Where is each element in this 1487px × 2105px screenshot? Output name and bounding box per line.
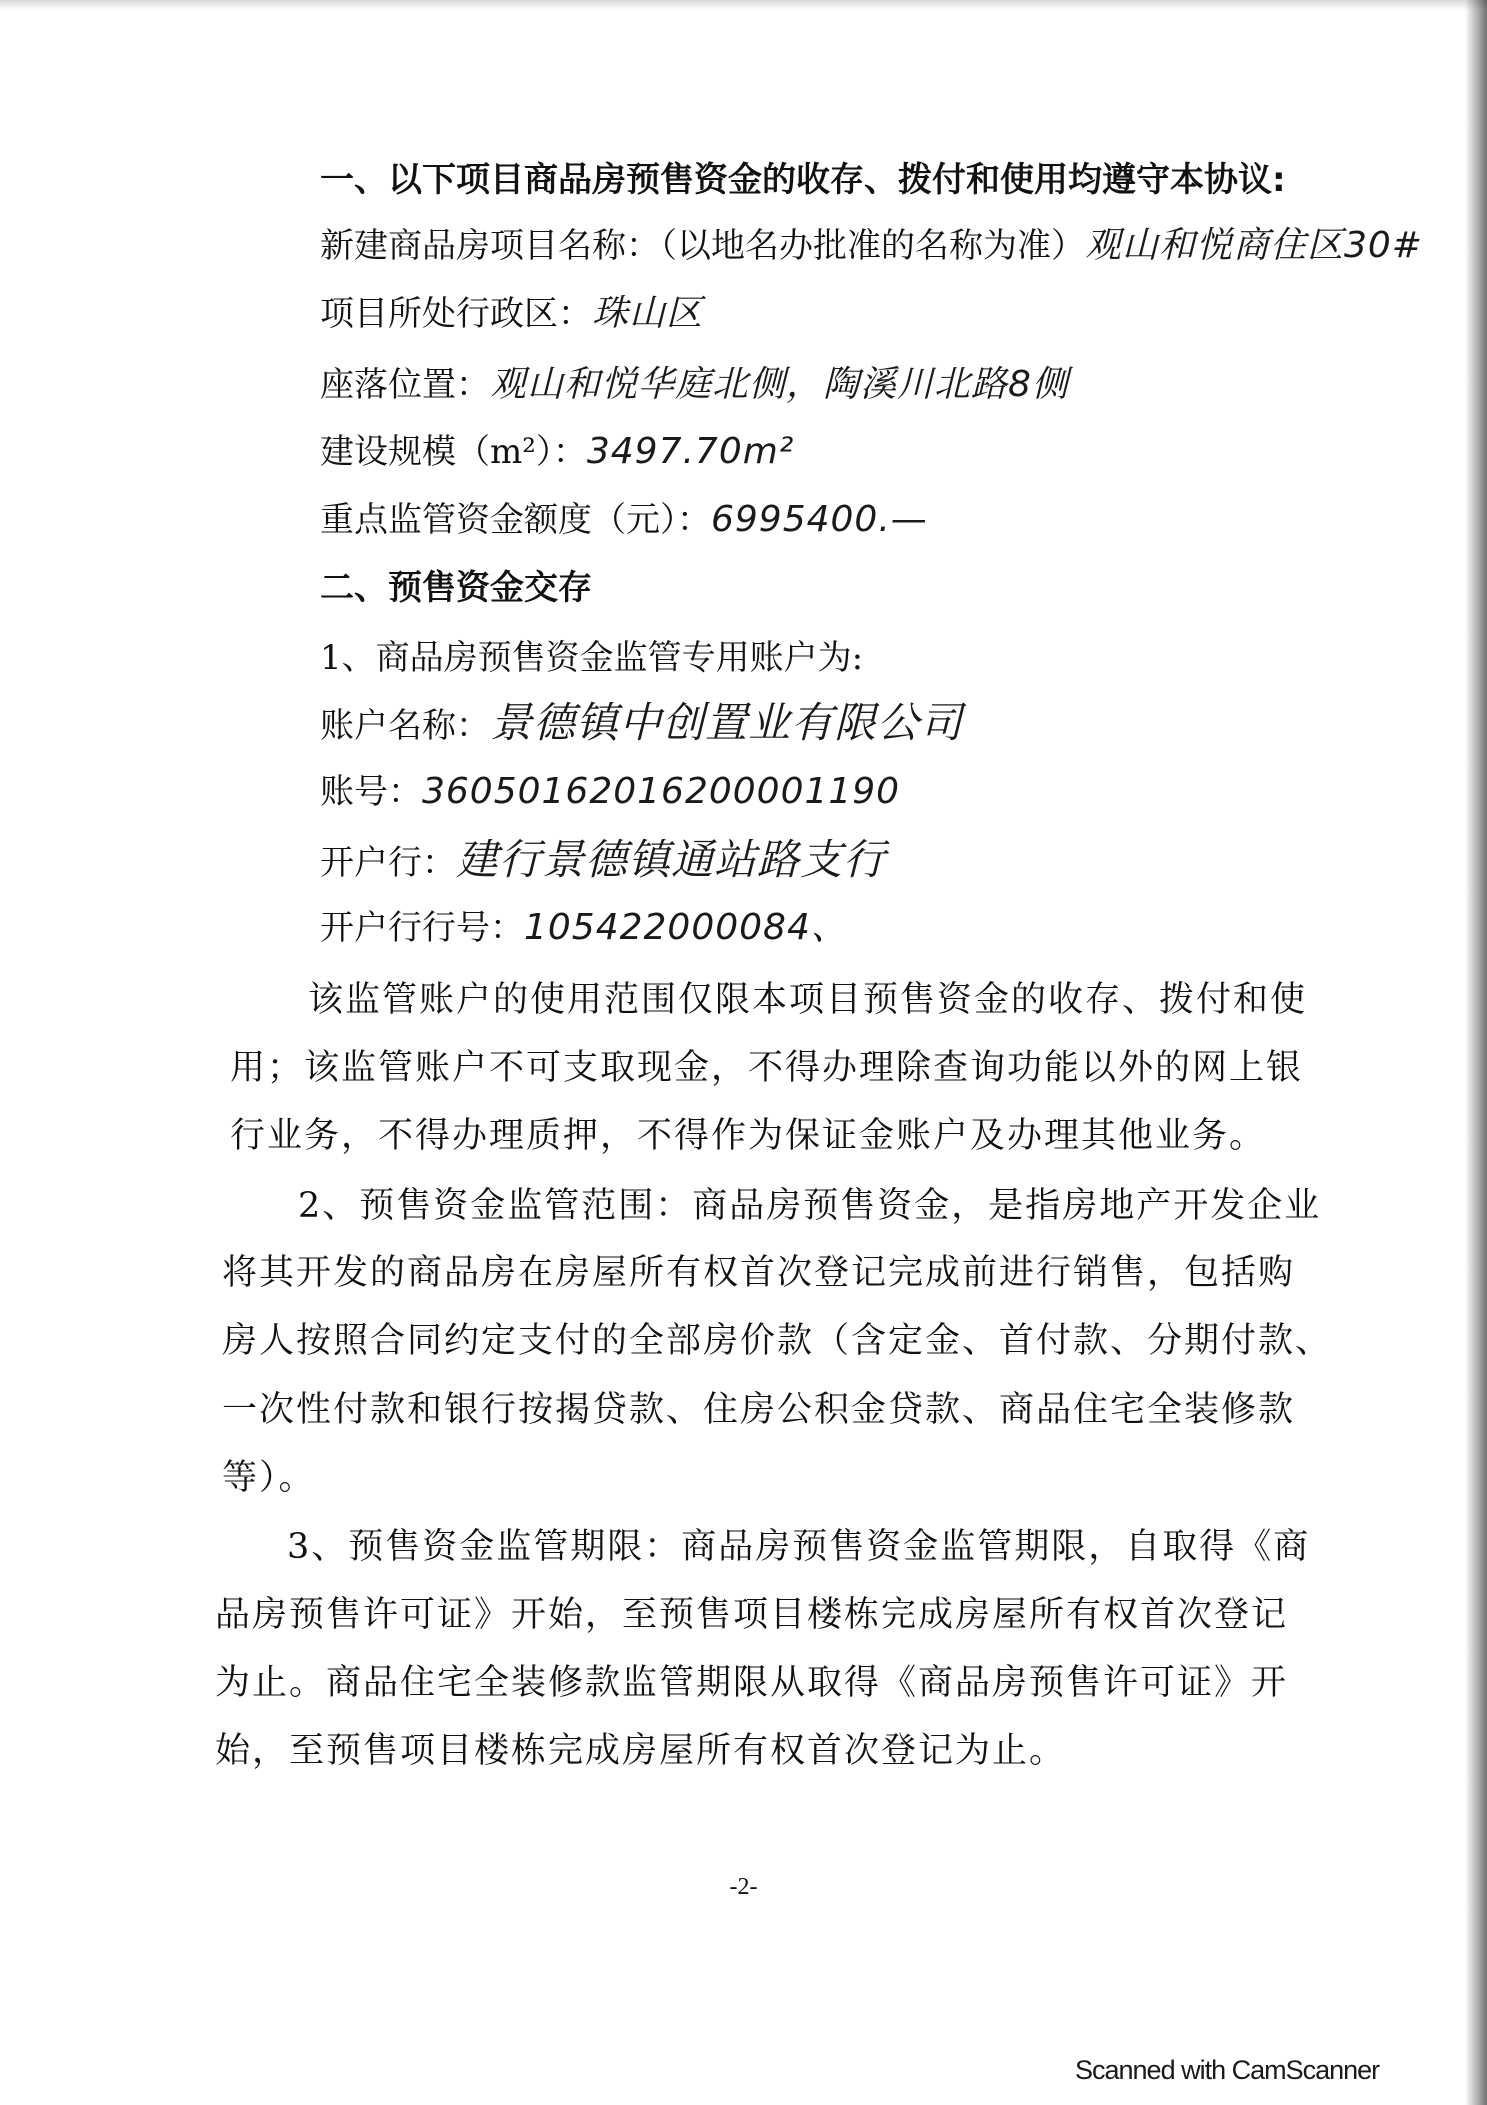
account-number-value: 36050162016200001190 [422,771,901,812]
account-name-label: 账户名称： [320,706,490,746]
fund-label: 重点监管资金额度（元）： [320,500,711,540]
project-name-value: 观山和悦商住区30# [1085,225,1423,266]
account-name-value: 景德镇中创置业有限公司 [490,698,964,747]
fund-row [320,500,928,540]
district-value: 珠山区 [592,293,704,334]
project-name-row [320,226,1423,266]
paragraph-line: 房人按照合同约定支付的全部房价款（含定金、首付款、分期付款、 [222,1321,1333,1361]
paragraph-line: 品房预售许可证》开始，至预售项目楼栋完成房屋所有权首次登记 [215,1595,1289,1635]
scale-label: 建设规模（m²）： [320,432,587,472]
paragraph-line: 该监管账户的使用范围仅限本项目预售资金的收存、拨付和使 [308,980,1308,1020]
scanner-watermark: Scanned with CamScanner [1075,2055,1380,2085]
paragraph-line: 用；该监管账户不可支取现金，不得办理除查询功能以外的网上银 [230,1048,1304,1088]
paragraph-line: 3、预售资金监管期限：商品房预售资金监管期限，自取得《商 [287,1527,1311,1567]
scale-row [320,432,794,472]
bank-row [320,835,887,884]
section1-heading: 一、以下项目商品房预售资金的收存、拨付和使用均遵守本协议: [320,160,1286,200]
project-name-label: 新建商品房项目名称：（以地名办批准的名称为准） [320,226,1085,266]
bank-value: 建行景德镇通站路支行 [456,835,887,884]
section2-heading: 二、预售资金交存 [320,568,592,608]
paragraph-line: 为止。商品住宅全装修款监管期限从取得《商品房预售许可证》开 [215,1663,1289,1703]
scan-right-edge [1465,0,1487,2105]
paragraph-line: 等）。 [222,1458,316,1498]
page-number: -2- [729,1874,758,1900]
bank-number-row [320,908,848,948]
paragraph-line: 将其开发的商品房在房屋所有权首次登记完成前进行销售，包括购 [222,1253,1296,1293]
paragraph-line: 行业务，不得办理质押，不得作为保证金账户及办理其他业务。 [230,1116,1267,1156]
location-label: 座落位置： [320,365,490,405]
scale-value: 3497.70m² [586,431,795,472]
location-value: 观山和悦华庭北侧，陶溪川北路8侧 [490,364,1069,405]
bank-number-value: 105422000084、 [524,907,848,948]
scan-top-edge [0,0,1487,10]
bank-number-label: 开户行行号： [320,908,524,948]
bank-label: 开户行： [320,843,456,883]
account-number-label: 账号： [320,772,422,812]
account-number-row [320,772,900,812]
paragraph-line: 2、预售资金监管范围：商品房预售资金，是指房地产开发企业 [298,1186,1322,1226]
paragraph-line: 一次性付款和银行按揭贷款、住房公积金贷款、商品住宅全装修款 [222,1390,1296,1430]
account-intro: 1、商品房预售资金监管专用账户为: [320,638,864,678]
fund-value: 6995400.— [711,499,928,540]
location-row [320,365,1069,405]
district-label: 项目所处行政区： [320,294,592,334]
paragraph-line: 始，至预售项目楼栋完成房屋所有权首次登记为止。 [215,1731,1067,1771]
district-row [320,294,703,334]
account-name-row [320,698,964,747]
